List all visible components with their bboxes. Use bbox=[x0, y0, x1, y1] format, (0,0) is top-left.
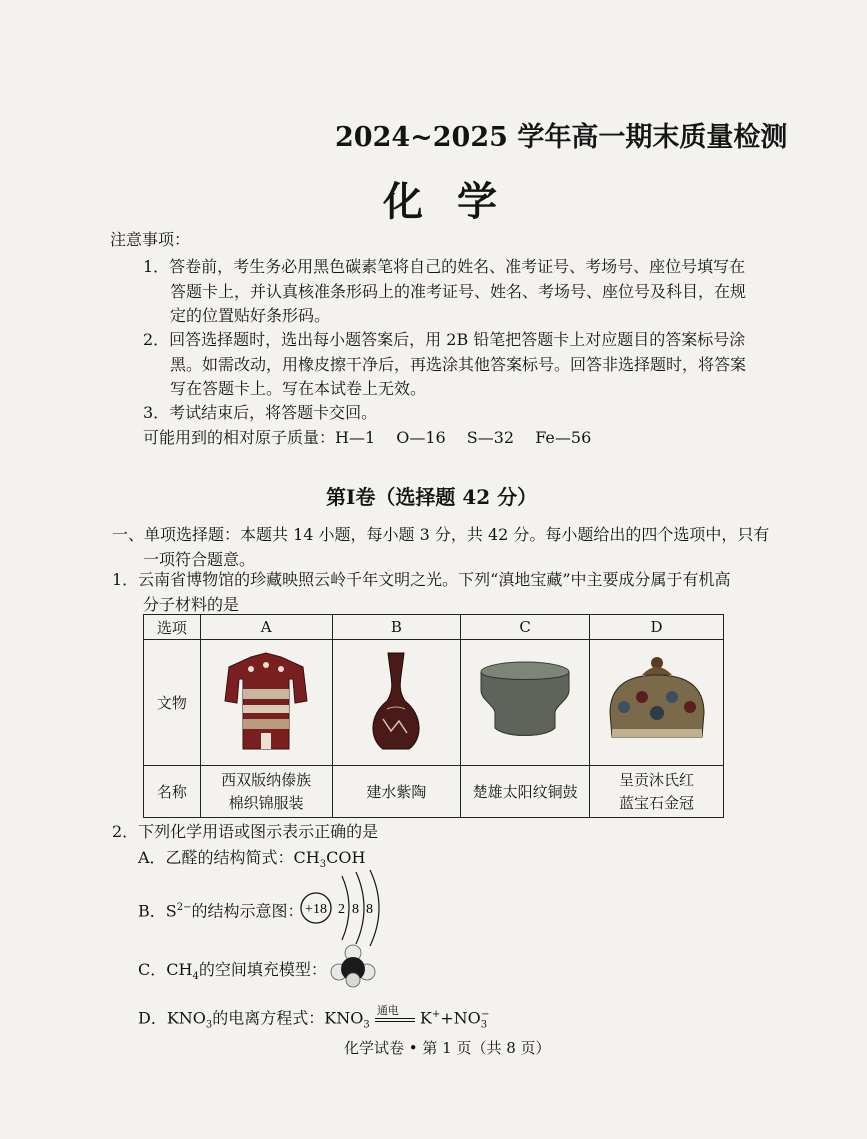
q1-stem-line-2: 分子材料的是 bbox=[143, 595, 240, 614]
dai-costume-icon bbox=[221, 649, 311, 753]
name-a-line-2: 棉织锦服装 bbox=[228, 793, 304, 812]
q2-d-sub1: 3 bbox=[205, 1019, 213, 1031]
q2-a-sub: 3 bbox=[319, 859, 327, 871]
q2-d-mid: 的电离方程式：KNO bbox=[212, 1008, 364, 1028]
q2-b-text: B．S bbox=[138, 901, 177, 921]
section-instructions-line-2: 一项符合题意。 bbox=[143, 550, 256, 569]
q2-d-product1-sup: + bbox=[431, 1009, 441, 1020]
exam-title: 2024~2025 学年高一期末质量检测 bbox=[335, 122, 788, 153]
option-d: D bbox=[590, 615, 724, 640]
shell-1-electrons: 2 bbox=[338, 902, 345, 917]
q2-option-c bbox=[138, 958, 327, 989]
note-1-line-3: 定的位置贴好条形码。 bbox=[170, 306, 331, 325]
row-label-name: 名称 bbox=[144, 766, 201, 818]
section-instructions-line-1: 一、单项选择题：本题共 14 小题，每小题 3 分，共 42 分。每小题给出的四个选项中，只有 bbox=[112, 525, 770, 544]
q2-a-text: A．乙醛的结构简式：CH bbox=[138, 848, 320, 867]
artifact-a-cell bbox=[200, 640, 332, 766]
section-title: 第Ⅰ卷（选择题 42 分） bbox=[326, 485, 538, 509]
nucleus-charge: +18 bbox=[305, 902, 327, 917]
option-c: C bbox=[461, 615, 590, 640]
zitao-vase-icon bbox=[361, 649, 431, 753]
q2-c-suffix: 的空间填充模型： bbox=[198, 960, 327, 979]
subject-title: 化学 bbox=[383, 178, 531, 225]
q2-d-sub2: 3 bbox=[363, 1019, 370, 1031]
name-d bbox=[590, 766, 724, 818]
q2-b-suffix: 的结构示意图： bbox=[191, 901, 304, 921]
bronze-drum-icon bbox=[475, 656, 575, 746]
note-2-line-3: 写在答题卡上。写在本试卷上无效。 bbox=[170, 379, 427, 398]
name-b: 建水紫陶 bbox=[332, 766, 461, 818]
row-label-artifact: 文物 bbox=[144, 640, 201, 766]
q1-table bbox=[143, 614, 724, 818]
q2-option-b bbox=[138, 896, 304, 923]
gold-crown-icon bbox=[602, 653, 712, 749]
equation-sign bbox=[375, 1003, 415, 1029]
note-2-line-1: 2．回答选择题时，选出每小题答案后，用 2B 铅笔把答题卡上对应题目的答案标号涂 bbox=[143, 330, 746, 349]
row-label-option: 选项 bbox=[144, 615, 201, 640]
artifact-c-cell bbox=[461, 640, 590, 766]
equation-line-1 bbox=[375, 1018, 415, 1019]
note-1-line-1: 1．答卷前，考生务必用黑色碳素笔将自己的姓名、准考证号、考场号、座位号填写在 bbox=[143, 257, 746, 276]
name-a bbox=[200, 766, 332, 818]
name-d-line-2: 蓝宝石金冠 bbox=[619, 793, 695, 812]
q2-c-text: C．CH bbox=[138, 960, 193, 979]
electrolysis-condition: 通电 bbox=[376, 1003, 399, 1017]
shell-3-electrons: 8 bbox=[366, 902, 373, 917]
note-3-line-1: 3．考试结束后，将答题卡交回。 bbox=[143, 403, 378, 422]
shell-2-electrons: 8 bbox=[352, 902, 359, 917]
name-d-line-1: 呈贡沐氏红 bbox=[619, 770, 695, 789]
q1-stem-line-1: 1．云南省博物馆的珍藏映照云岭千年文明之光。下列“滇地宝藏”中主要成分属于有机高 bbox=[112, 570, 731, 589]
q2-d-product2: +NO bbox=[440, 1008, 481, 1028]
q2-b-sup: 2− bbox=[176, 902, 192, 913]
q2-option-d bbox=[138, 1003, 490, 1038]
note-1-line-2: 答题卡上，并认真核准条形码上的准考证号、姓名、考场号、座位号及科目，在规 bbox=[170, 282, 747, 301]
artifact-d-cell bbox=[590, 640, 724, 766]
equation-line-2 bbox=[375, 1021, 415, 1022]
option-a: A bbox=[200, 615, 332, 640]
atomic-mass-line: 可能用到的相对原子质量：H—1 O—16 S—32 Fe—56 bbox=[143, 428, 592, 447]
q2-d-product2-sub: 3 bbox=[480, 1019, 488, 1031]
q2-a-suffix: COH bbox=[326, 848, 366, 867]
note-2-line-2: 黑。如需改动，用橡皮擦干净后，再选涂其他答案标号。回答非选择题时，将答案 bbox=[170, 355, 747, 374]
q2-c-sub: 4 bbox=[192, 971, 199, 983]
option-b: B bbox=[332, 615, 461, 640]
q2-d-text: D．KNO bbox=[138, 1008, 206, 1028]
methane-space-filling-model-icon bbox=[330, 944, 376, 988]
name-a-line-1: 西双版纳傣族 bbox=[221, 770, 312, 789]
q2-d-product1: K bbox=[419, 1008, 432, 1028]
notes-heading: 注意事项： bbox=[110, 230, 191, 249]
q2-stem: 2．下列化学用语或图示表示正确的是 bbox=[112, 822, 379, 841]
page-footer: 化学试卷 • 第 1 页（共 8 页） bbox=[344, 1039, 551, 1057]
sulfide-ion-structure-diagram bbox=[298, 868, 398, 948]
name-c: 楚雄太阳纹铜鼓 bbox=[461, 766, 590, 818]
artifact-b-cell bbox=[332, 640, 461, 766]
q2-d-product2-sup: − bbox=[481, 1009, 490, 1020]
